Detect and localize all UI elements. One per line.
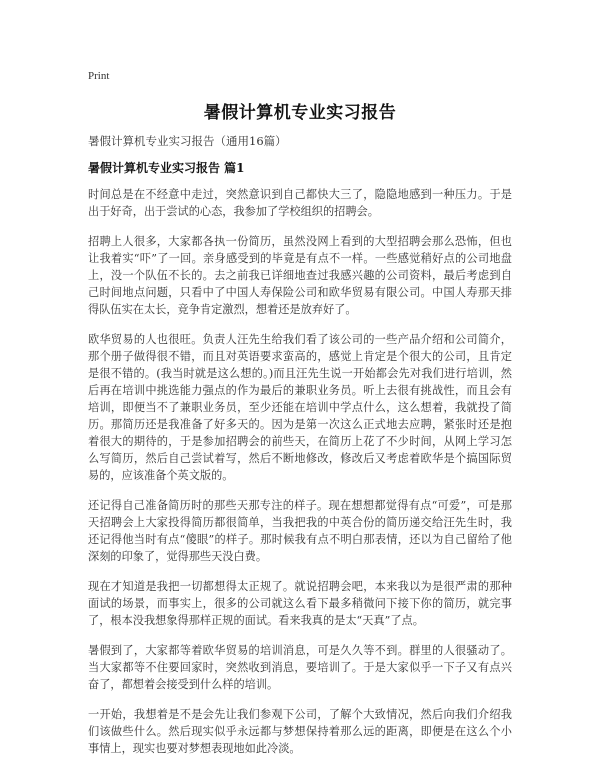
paragraph: 还记得自己准备简历时的那些天那专注的样子。现在想想都觉得有点“可爱”，可是那天招聘会上大家投得简历都很简单，当我把我的中英合份的简历递交给汪先生时，我还记得他当时有点“傻眼”的样子。那时候我有点不明白那表情，还以为自己留给了他深刻的印象了，觉得那些天没白费。: [88, 499, 512, 563]
document-title: 暑假计算机专业实习报告: [203, 103, 397, 123]
document-subtitle: 暑假计算机专业实习报告（通用16篇）: [88, 134, 287, 148]
print-link[interactable]: Print: [88, 70, 110, 82]
paragraph: 招聘上人很多，大家都各执一份简历，虽然没网上看到的大型招聘会那么恐怖，但也让我着实“吓”了一回。亲身感受到的毕竟是有点不一样。一些感觉稍好点的公司地盘上，没一个队伍不长的。去之前我已详细地查过我感兴趣的公司资料，最后考虑到自己时间地点问题，只看中了中国人寿保险公司和欧华贸易有限公司。中国人寿那天排得队伍实在太长，竞争肯定激烈，想着还是放弃好了。: [88, 235, 512, 316]
body-text: [88, 186, 512, 770]
section-heading: 暑假计算机专业实习报告 篇1: [88, 161, 245, 175]
paragraph: 一开始，我想着是不是会先让我们参观下公司，了解个大致情况，然后向我们介绍我们该做些什么。然后现实似乎永远都与梦想保持着那么远的距离，即便是在这么个小事情上，现实也要对梦想表现地如此冷淡。: [88, 708, 512, 755]
paragraph: 暑假到了，大家都等着欧华贸易的培训消息，可是久久等不到。群里的人很骚动了。当大家都等不住要回家时，突然收到消息，要培训了。于是大家似乎一下子又有点兴奋了，都想着会接受到什么样的培训。: [88, 644, 512, 691]
paragraph: 欧华贸易的人也很旺。负责人汪先生给我们看了该公司的一些产品介绍和公司简介，那个册子做得很不错，而且对英语要求蛮高的，感觉上肯定是个很大的公司，且肯定是很不错的。(我当时就是这么想的。)而且汪先生说一开始都会先对我们进行培训，然后再在培训中挑选能力强点的作为最后的兼职业务员。听上去很有挑战性，而且会有培训，即便当不了兼职业务员，至少还能在培训中学点什么，这么想着，我就投了简历。那简历还是我准备了好多天的。因为是第一次这么正式地去应聘，紧张时还是抱着很大的期待的，于是参加招聘会的前些天，在简历上花了不少时间，从网上学习怎么写简历，然后自己尝试着写，然后不断地修改，修改后又考虑着欧华是个搞国际贸易的，应该准备个英文版的。: [88, 333, 512, 482]
paragraph: 时间总是在不经意中走过，突然意识到自己都快大三了，隐隐地感到一种压力。于是出于好奇，出于尝试的心态，我参加了学校组织的招聘会。: [88, 188, 512, 218]
paragraph: 现在才知道是我把一切都想得太正规了。就说招聘会吧，本来我以为是很严肃的那种面试的场景，而事实上，很多的公司就这么看下最多稍微问下接下你的简历，就完事了，根本没我想象得那样正规的面试。看来我真的是太“天真”了点。: [88, 580, 512, 627]
